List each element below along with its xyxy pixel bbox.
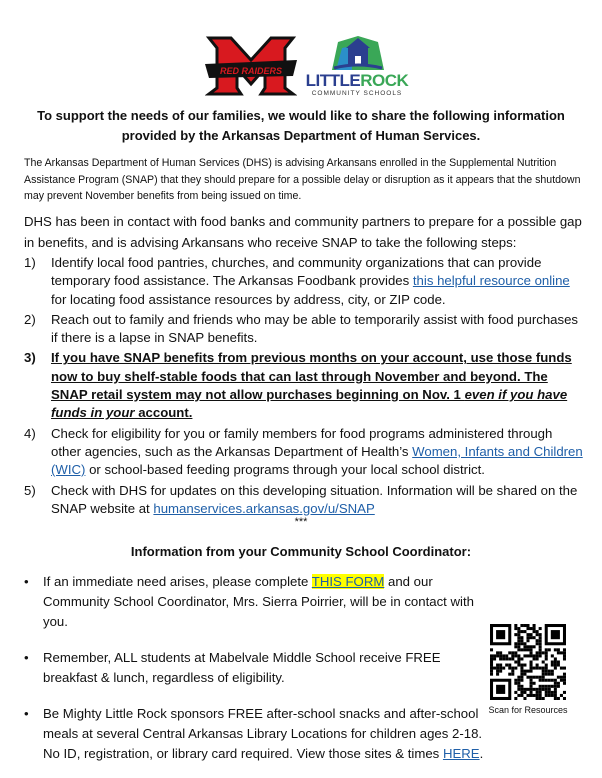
step-item: [24, 425, 584, 480]
title-line: provided by the Arkansas Department of Human Services.: [121, 128, 481, 143]
coordinator-heading: Information from your Community School Coordinator:: [130, 544, 472, 559]
step-number: 2): [24, 311, 36, 327]
bullet-item: [24, 572, 494, 632]
step-text: If you have SNAP benefits from previous months on your account, use those funds now to buy shelf-stable foods that can last through November and beyond. The SNAP retail system may not allow purchases beginning on Nov. 1: [51, 350, 572, 403]
bullet-text: .: [479, 746, 484, 761]
qr-label: Scan for Resources: [488, 705, 568, 715]
step-item: [24, 482, 584, 519]
schoolhouse-icon: [330, 32, 386, 72]
bullet-text: Be Mighty Little Rock sponsors FREE after-school snacks and after-school meals at several Central Arkansas Library Locations for children ages 2-18. No ID, registration, or library card required. View those sites & times: [43, 706, 483, 761]
snap-website-link[interactable]: humanservices.arkansas.gov/u/SNAP: [153, 500, 375, 516]
foodbank-resource-link[interactable]: this helpful resource online: [412, 273, 570, 289]
logo-text: ROCK: [360, 71, 409, 90]
title-line: To support the needs of our families, we would like to share the following information: [37, 108, 565, 123]
separator: ***: [294, 516, 308, 528]
here-link[interactable]: HERE: [442, 746, 480, 761]
step-text: Check for eligibility for you or family members for food programs administered through other agencies, such as the Arkansas Department of Health’s: [51, 425, 553, 459]
step-text: or school-based feeding programs through your local school district.: [85, 462, 485, 478]
step-text: Identify local food pantries, churches, and community organizations that can provide temporary food assistance. The Arkansas Foodbank provides: [51, 255, 542, 289]
step-number: 3): [24, 350, 36, 366]
step-number: 4): [24, 425, 36, 441]
step-number: 5): [24, 482, 36, 498]
logo-subtext: COMMUNITY SCHOOLS: [311, 90, 403, 97]
step-text: Check with DHS for updates on this developing situation. Information will be shared on the SNAP website at: [51, 482, 578, 516]
step-text: Reach out to family and friends who may be able to temporarily assist with food purchases if there is a lapse in SNAP benefits.: [51, 311, 579, 346]
page-title: [20, 106, 582, 146]
logo-text: LITTLE: [305, 71, 361, 90]
step-item: [24, 254, 584, 309]
little-rock-schools-logo: [300, 30, 414, 97]
step-emphasis: even if you have funds in your: [51, 387, 568, 421]
wic-link[interactable]: Women, Infants and Children (WIC): [51, 443, 583, 478]
this-form-link[interactable]: THIS FORM: [311, 574, 385, 589]
step-item: [24, 349, 584, 422]
intro-paragraph: The Arkansas Department of Human Services (DHS) is advising Arkansans enrolled in the Supplemental Nutrition Assistance Program (SNAP) that they should prepare for a possible delay or disruption as it appears that the shutdown may prevent November benefits from being issued on time.: [24, 157, 581, 202]
step-text: for locating food assistance resources by address, city, or ZIP code.: [51, 291, 446, 307]
step-item: [24, 311, 584, 348]
logo-header: [0, 30, 602, 102]
qr-code[interactable]: [490, 624, 566, 700]
bullet-text: and our Community School Coordinator, Mrs. Sierra Poirrier, will be in contact with you.: [43, 574, 474, 629]
bullet-item: [24, 648, 494, 688]
svg-text:RED RAIDERS: RED RAIDERS: [219, 66, 283, 76]
bullet-text: If an immediate need arises, please complete: [43, 574, 312, 589]
steps-list: [24, 254, 584, 520]
step-number: 1): [24, 255, 36, 270]
coordinator-list: [24, 572, 494, 764]
bullet-item: [24, 704, 494, 764]
bullet-text: Remember, ALL students at Mabelvale Middle School receive FREE breakfast & lunch, regardless of eligibility.: [43, 650, 441, 685]
red-raiders-logo: [205, 34, 297, 98]
dhs-paragraph: DHS has been in contact with food banks and community partners to prepare for a possible gap in benefits, and is advising Arkansans who receive SNAP to take the following steps:: [24, 214, 582, 250]
step-text: account.: [134, 405, 193, 421]
